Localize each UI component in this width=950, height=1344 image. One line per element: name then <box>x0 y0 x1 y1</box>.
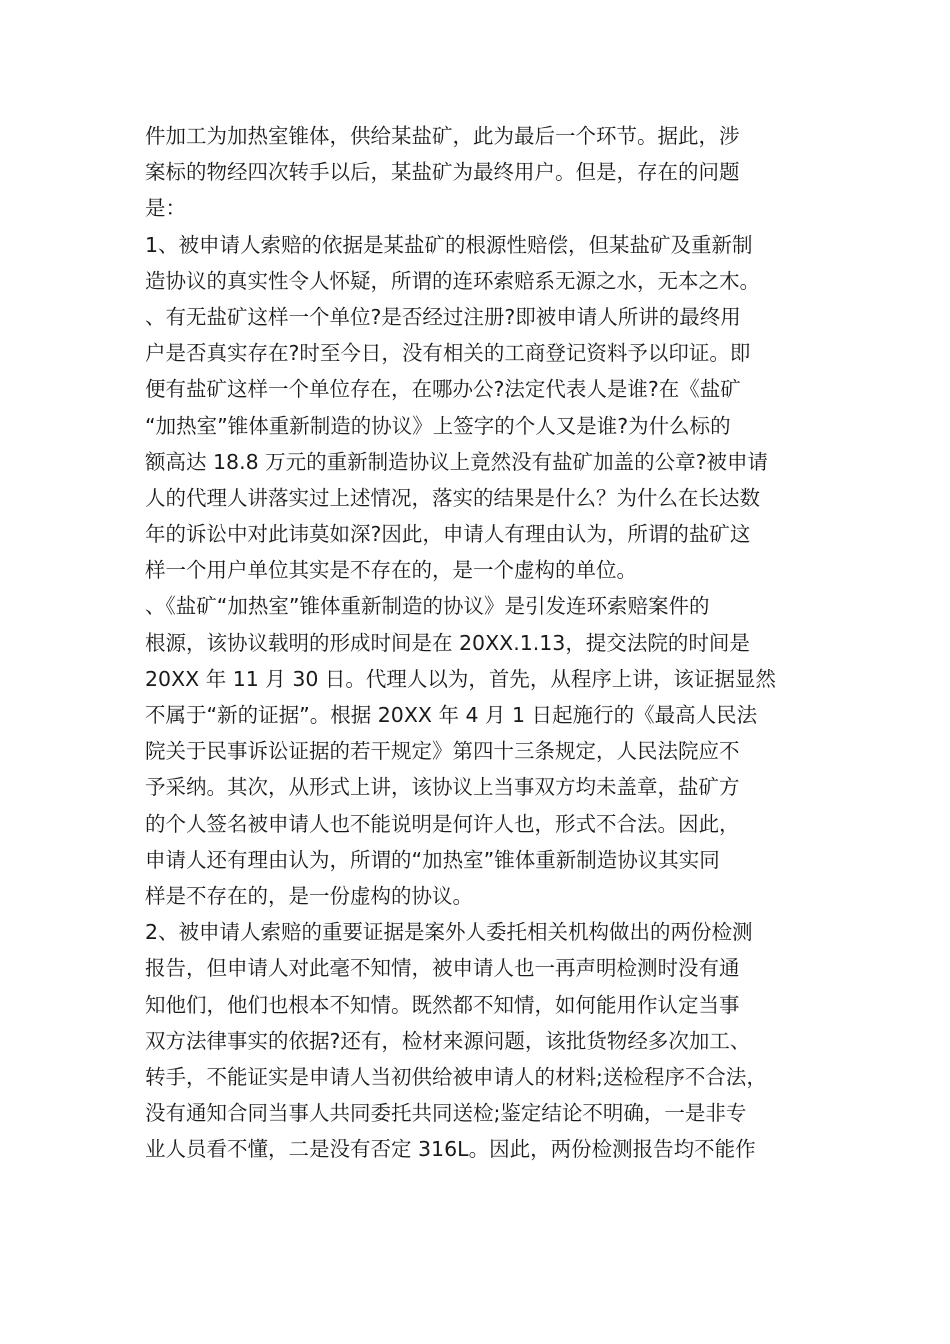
text-line: 予采纳。其次，从形式上讲，该协议上当事双方均未盖章，盐矿方 <box>145 775 740 800</box>
text-line: 件加工为加热室锥体，供给某盐矿，此为最后一个环节。据此，涉 <box>145 124 740 148</box>
text-line: 案标的物经四次转手以后，某盐矿为最终用户。但是，存在的问题 <box>145 160 740 185</box>
text-line: 知他们，他们也根本不知情。既然都不知情，如何能用作认定当事 <box>145 992 740 1017</box>
text-line: 根源，该协议载明的形成时间是在 20XX.1.13，提交法院的时间是 <box>145 630 750 655</box>
text-line: 1、被申请人索赔的依据是某盐矿的根源性赔偿，但某盐矿及重新制 <box>145 232 753 257</box>
text-line: 户是否真实存在?时至今日，没有相关的工商登记资料予以印证。即 <box>145 341 751 366</box>
text-line: 业人员看不懂，二是没有否定 316L。因此，两份检测报告均不能作 <box>145 1137 756 1162</box>
text-line: 2、被申请人索赔的重要证据是案外人委托相关机构做出的两份检测 <box>145 920 753 945</box>
text-line: 便有盐矿这样一个单位存在，在哪办公?法定代表人是谁?在《盐矿 <box>145 377 741 402</box>
text-line: 不属于“新的证据”。根据 20XX 年 4 月 1 日起施行的《最高人民法 <box>145 703 758 727</box>
text-line: 院关于民事诉讼证据的若干规定》第四十三条规定，人民法院应不 <box>145 739 740 764</box>
text-line: 样一个用户单位其实是不存在的，是一个虚构的单位。 <box>145 558 637 583</box>
text-line: 双方法律事实的依据?还有，检材来源问题，该批货物经多次加工、 <box>145 1028 751 1053</box>
text-line: 没有通知合同当事人共同委托共同送检;鉴定结论不明确，一是非专 <box>145 1101 747 1126</box>
body-text <box>145 118 815 1167</box>
text-line: 申请人还有理由认为，所谓的“加热室”锥体重新制造协议其实同 <box>145 847 720 872</box>
text-line: “加热室”锥体重新制造的协议》上签字的个人又是谁?为什么标的 <box>145 413 731 438</box>
text-line: 、《盐矿“加热室”锥体重新制造的协议》是引发连环索赔案件的 <box>145 594 710 619</box>
text-line: 报告，但申请人对此毫不知情，被申请人也一再声明检测时没有通 <box>145 956 740 981</box>
text-line: 额高达 18.8 万元的重新制造协议上竟然没有盐矿加盖的公章?被申请 <box>145 449 769 474</box>
text-line: 转手，不能证实是申请人当初供给被申请人的材料;送检程序不合法， <box>145 1064 767 1089</box>
text-line: 年的诉讼中对此讳莫如深?因此，申请人有理由认为，所谓的盐矿这 <box>145 522 751 547</box>
text-line: 造协议的真实性令人怀疑，所谓的连环索赔系无源之水，无本之木。 <box>145 268 760 293</box>
text-line: 是： <box>145 196 186 221</box>
text-line: 、有无盐矿这样一个单位?是否经过注册?即被申请人所讲的最终用 <box>145 304 741 329</box>
text-line: 人的代理人讲落实过上述情况，落实的结果是什么？为什么在长达数 <box>145 485 760 510</box>
text-line: 的个人签名被申请人也不能说明是何许人也，形式不合法。因此， <box>145 811 740 836</box>
text-line: 20XX 年 11 月 30 日。代理人以为，首先，从程序上讲，该证据显然 <box>145 666 776 691</box>
text-line: 样是不存在的，是一份虚构的协议。 <box>145 883 473 908</box>
